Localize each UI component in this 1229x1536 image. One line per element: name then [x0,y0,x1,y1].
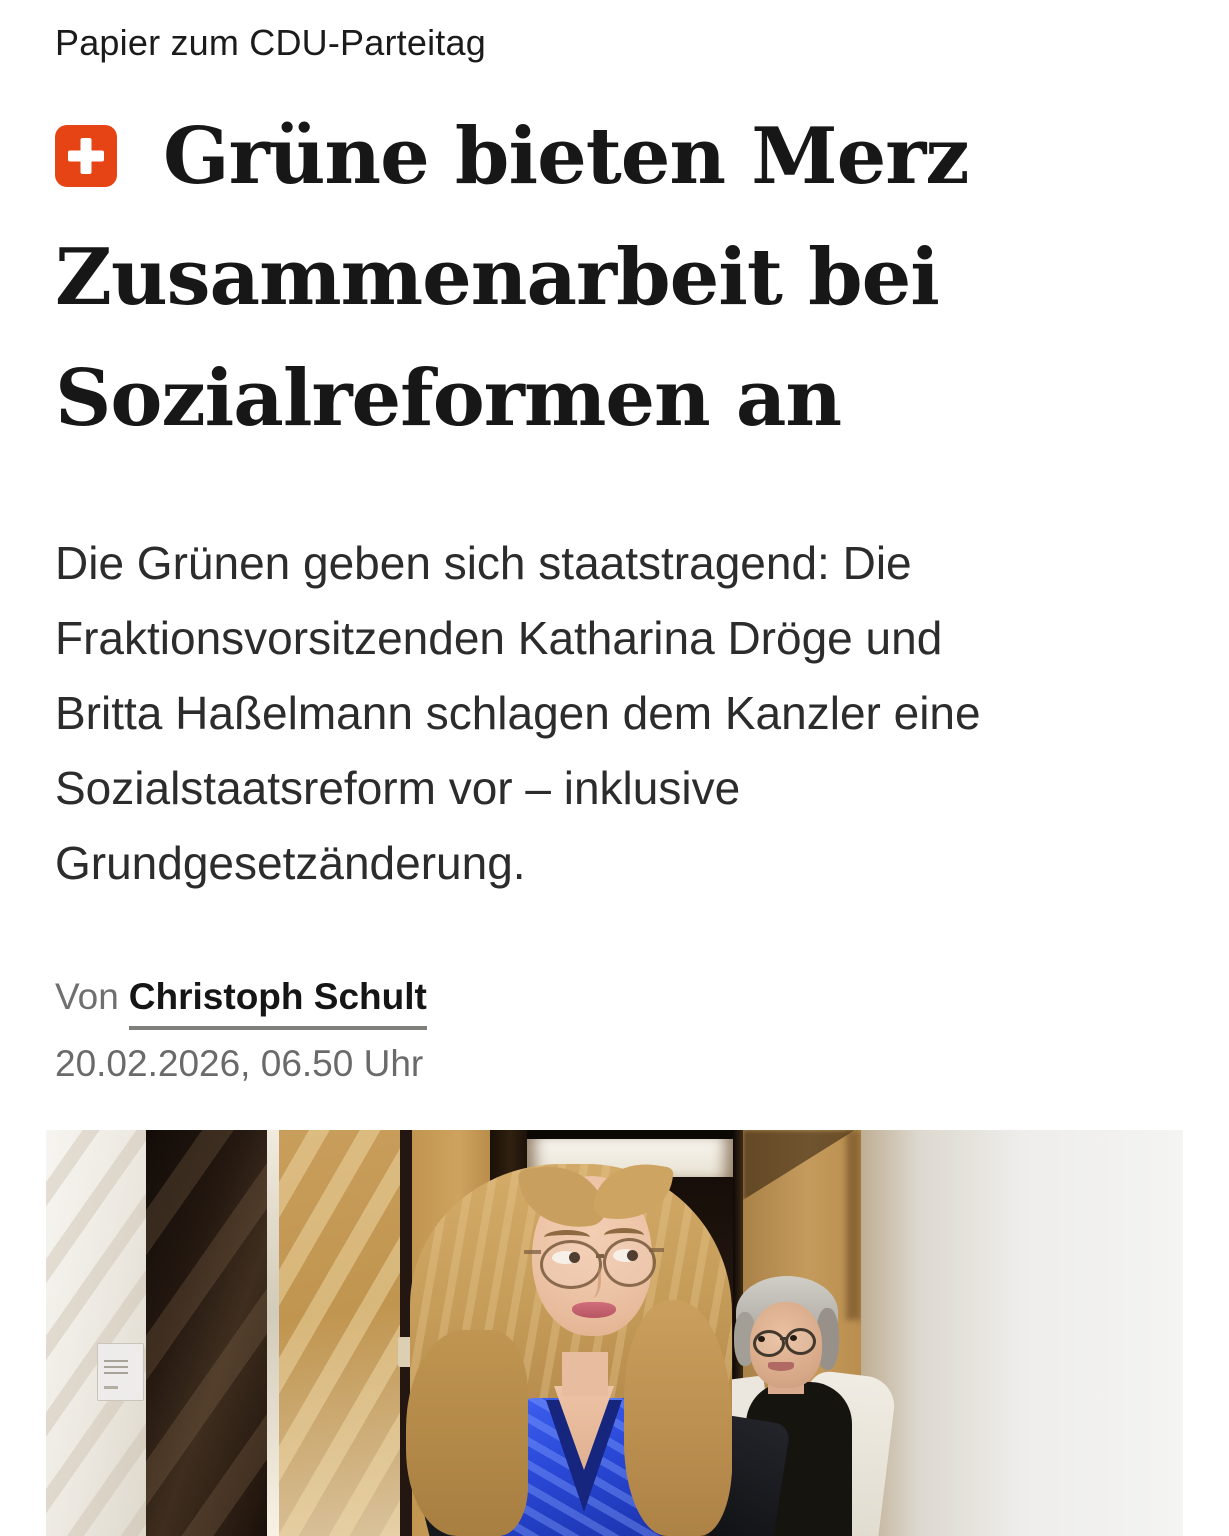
katharina-glasses-bridge [596,1254,604,1258]
article-lead [55,526,1200,901]
article-headline [55,96,1200,459]
author-link[interactable]: Christoph Schult [129,975,427,1030]
photo-corridor-top-band [527,1130,733,1139]
katharina-hair-strand-left [406,1330,528,1536]
photo-door-sign-text-lines [104,1360,128,1374]
byline [55,975,427,1030]
photo-door-reflection [146,1130,267,1536]
katharina-lips [572,1302,616,1318]
lead-line: Britta Haßelmann schlagen dem Kanzler eine [55,687,981,739]
lead-line: Sozialstaatsreform vor – inklusive [55,762,741,814]
photo-door-sign-footer-line [104,1386,118,1389]
photo-door-sign [97,1343,144,1401]
article-kicker: Papier zum CDU-Parteitag [55,22,486,63]
photo-left-wall-light-streaks [46,1130,146,1536]
katharina-glasses-left-temple [524,1250,541,1254]
lead-line: Fraktionsvorsitzenden Katharina Dröge und [55,612,943,664]
photo-door-edge-highlight [267,1130,279,1536]
katharina-neck [562,1352,608,1396]
katharina-glasses-right-lens [603,1238,656,1287]
photo-left-white-wall [46,1130,146,1536]
byline-prefix: Von [55,976,119,1017]
publish-date: 20.02.2026, 06.50 Uhr [55,1043,424,1084]
spiegel-plus-icon [55,125,117,187]
headline-text: Grüne bieten Merz Zusammenarbeit bei Sozialreformen an [55,111,969,444]
article-image[interactable] [46,1130,1183,1536]
lead-line: Grundgesetzänderung. [55,837,526,889]
photo-dark-door [146,1130,267,1536]
katharina-glasses-right-temple [649,1248,664,1252]
lead-line: Die Grünen geben sich staatstragend: Die [55,537,912,589]
person-katharina-droege [376,1160,796,1536]
photo-bright-foreground-wall [861,1130,1183,1536]
